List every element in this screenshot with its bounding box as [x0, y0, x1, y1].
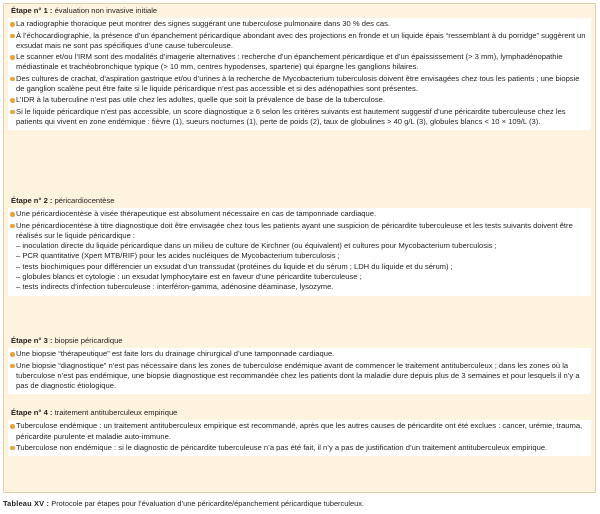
list-item — [8, 221, 591, 293]
stage-3 — [8, 335, 591, 394]
stage-2-title: péricardiocentèse — [54, 196, 115, 205]
list-item — [8, 107, 591, 128]
item-text: Une péricardiocentèse à visée thérapeutique est absolument nécessaire en cas de tamponnade cardiaque. — [16, 209, 377, 219]
list-item — [8, 19, 591, 29]
stage-1-body — [8, 18, 591, 130]
stage-2-body — [8, 208, 591, 295]
item-text: Tuberculose non endémique : si le diagnostic de péricardite tuberculeuse n’a pas été fait, il n’y a pas de justification d’un traitement antituberculeux empirique. — [16, 442, 548, 452]
item-text: Tuberculose endémique : un traitement antituberculeux empirique est recommandé, après que les autres causes de péricardite ont été exclues : cancer, urémie, trauma, péricardite purulente et maladie auto-immune. — [16, 421, 583, 441]
table-caption — [3, 499, 597, 509]
list-item — [8, 52, 591, 73]
item-text: Si le liquide péricardique n’est pas accessible, un score diagnostique ≥ 6 selon les critères suivants est hautement suggestif d’une péricardite tuberculeuse chez les patients qui vivent en zone endémique : fièvre (1), sueurs nocturnes (1), perte de poids (2), taux de globulines > 40 g/L (3), globules blancs < 10 × 109/L (3). — [16, 106, 566, 126]
item-text: Le scanner et/ou l’IRM sont des modalités d’imagerie alternatives : recherche d’un épanchement péricardique et d’un épaississement (> 3 mm), lymphadénopathie médiastinale et trachéobronchique typique (> 10 mm, centres hypodenses, sparterie) qui épargne les ganglions hilaires. — [16, 52, 563, 72]
bullet-icon — [10, 424, 15, 429]
stage-2-heading — [8, 195, 591, 208]
stage-4 — [8, 407, 591, 456]
bullet-icon — [10, 22, 15, 27]
list-item — [8, 361, 591, 392]
item-text: À l’échocardiographie, la présence d’un épanchement péricardique abondant avec des projections en fronde et un liquide épais “ressemblant à du porridge” suggèrent un exsudat mais ne sont pas spécifiques d’une cause tuberculeuse. — [16, 30, 586, 50]
list-item — [8, 421, 591, 442]
list-item — [8, 95, 591, 105]
item-text: L’IDR à la tuberculine n’est pas utile chez les adultes, quelle que soit la prévalence de base de la tuberculose. — [16, 95, 385, 105]
bullet-icon — [10, 352, 15, 357]
bullet-icon — [10, 34, 15, 39]
sub-item: – tests biochimiques pour différencier un exsudat d’un transsudat (protéines du liquide et du sérum ; LDH du liquide et du sérum) ; — [16, 261, 453, 271]
stage-4-heading — [8, 407, 591, 420]
stage-1 — [8, 5, 591, 130]
stage-1-heading — [8, 5, 591, 18]
stage-4-label: Étape n° 4 : — [11, 408, 53, 417]
stage-4-title: traitement antituberculeux empirique — [54, 408, 178, 417]
list-item — [8, 74, 591, 95]
sub-item: – tests indirects d’infection tuberculeuse : interféron-gamma, adénosine déaminase, lysozyme. — [16, 282, 334, 292]
list-item — [8, 443, 591, 453]
item-text: Des cultures de crachat, d’aspiration gastrique et/ou d’urines à la recherche de Mycobacterium tuberculosis doivent être envisagées chez tous les patients ; une biopsie de ganglion scalène peut être faite si le liquide péricardique n’est pas accessible et si des adénopathies sont présentes. — [16, 73, 580, 94]
stage-2 — [8, 195, 591, 296]
sub-item: – PCR quantitative (Xpert MTB/RIF) pour les acides nucléiques de Mycobacterium tuberculosis ; — [16, 251, 340, 261]
stage-3-heading — [8, 335, 591, 348]
sub-item: – inoculation directe du liquide péricardique dans un milieu de culture de Kirchner (ou équivalent) et cultures pour Mycobacterium tuberculosis ; — [16, 241, 497, 251]
stage-2-label: Étape n° 2 : — [11, 196, 53, 205]
item-text: Une biopsie “thérapeutique” est faite lors du drainage chirurgical d’une tamponnade cardiaque. — [16, 349, 335, 359]
caption-text: Protocole par étapes pour l’évaluation d’une péricardite/épanchement péricardique tuberculeux. — [51, 499, 364, 508]
stage-1-label: Étape n° 1 : — [11, 6, 53, 15]
caption-label: Tableau XV : — [3, 499, 50, 508]
bullet-icon — [10, 224, 15, 229]
stage-3-title: biopsie péricardique — [54, 336, 123, 345]
stage-3-label: Étape n° 3 : — [11, 336, 53, 345]
item-text: La radiographie thoracique peut montrer des signes suggérant une tuberculose pulmonaire dans 30 % des cas. — [16, 19, 391, 29]
stage-3-body — [8, 348, 591, 394]
bullet-icon — [10, 212, 15, 217]
bullet-icon — [10, 77, 15, 82]
bullet-icon — [10, 364, 15, 369]
stage-1-title: évaluation non invasive initiale — [54, 6, 158, 15]
protocol-table — [3, 3, 596, 493]
item-text: Une péricardiocentèse à titre diagnostique doit être envisagée chez tous les patients ayant une suspicion de péricardite tuberculeuse et les tests suivants doivent être réalisés sur le liquide péricardique : — [16, 220, 573, 240]
item-text: Une biopsie “diagnostique” n’est pas nécessaire dans les zones de tuberculose endémique avant de commencer le traitement antituberculeux ; dans les zones où la tuberculose n’est pas endémique, une biopsie diagnostique est recommandée chez les patients dont la maladie dure depuis plus de 3 semaines et pour lesquels il n’y a pas de diagnostic étiologique. — [16, 360, 580, 391]
list-item — [8, 209, 591, 219]
bullet-icon — [10, 55, 15, 60]
sub-item: – globules blancs et cytologie : un exsudat lymphocytaire est en faveur d’une péricardite tuberculeuse ; — [16, 272, 362, 282]
bullet-icon — [10, 446, 15, 451]
bullet-icon — [10, 110, 15, 115]
list-item — [8, 349, 591, 359]
list-item — [8, 31, 591, 52]
stage-4-body — [8, 420, 591, 456]
bullet-icon — [10, 98, 15, 103]
